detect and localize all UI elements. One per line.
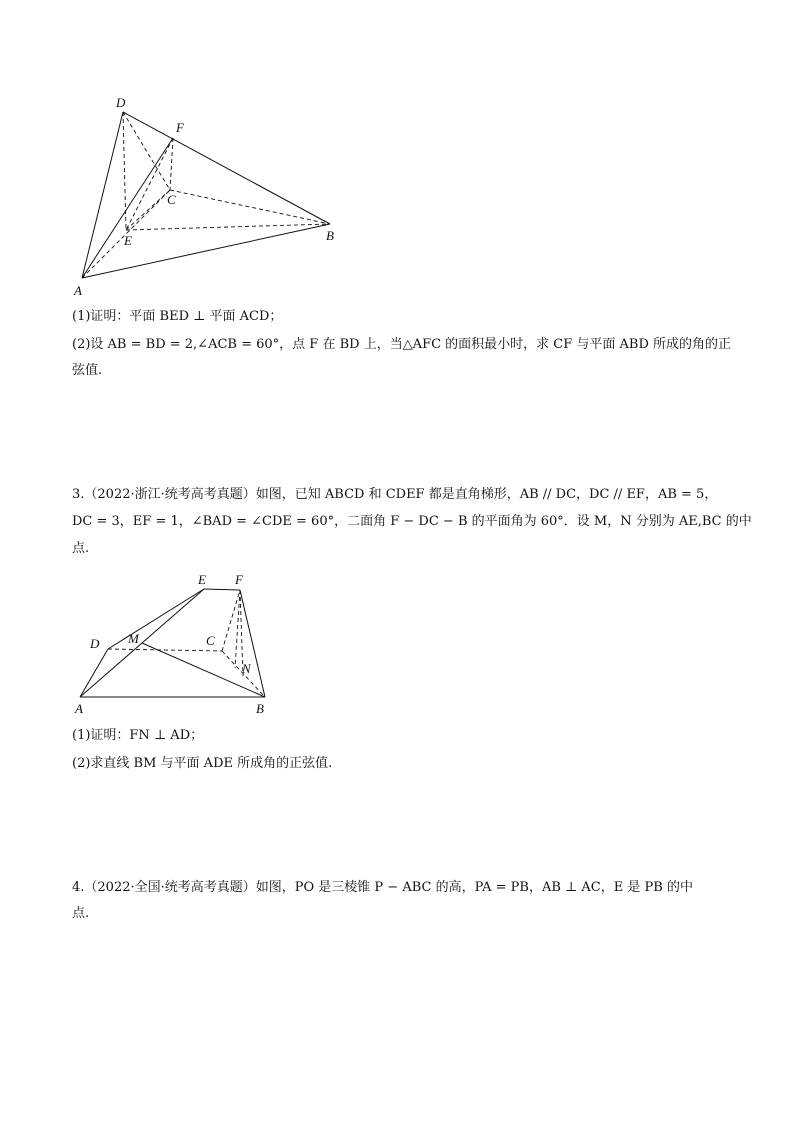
label-F: F — [235, 572, 243, 587]
label-B: B — [256, 701, 264, 716]
label-N: N — [242, 661, 251, 676]
label-D: D — [90, 636, 100, 651]
label-D: D — [116, 95, 126, 110]
problem4-line1: 4.（2022·全国·统考高考真题）如图，PO 是三棱锥 P − ABC 的高，PA = PB，AB ⊥ AC，E 是 PB 的中 — [72, 880, 693, 895]
label-A: A — [75, 701, 83, 716]
label-A: A — [74, 283, 82, 298]
label-C: C — [206, 633, 215, 648]
label-M: M — [128, 631, 139, 646]
problem2-part2-line2: 弦值. — [72, 363, 103, 378]
problem3-line3: 点. — [72, 541, 90, 556]
problem4-line2: 点. — [72, 906, 90, 921]
label-E: E — [198, 572, 206, 587]
label-F: F — [176, 120, 184, 135]
problem3-line1: 3.（2022·浙江·统考高考真题）如图，已知 ABCD 和 CDEF 都是直角梯形，AB // DC，DC // EF，AB = 5， — [72, 487, 718, 502]
label-E: E — [124, 233, 132, 248]
problem3-line2: DC = 3，EF = 1，∠BAD = ∠CDE = 60°，二面角 F − DC − B 的平面角为 60°．设 M，N 分别为 AE,BC 的中 — [72, 514, 752, 529]
tetrahedron-figure — [60, 90, 360, 310]
problem3-part1: (1)证明：FN ⊥ AD； — [72, 728, 204, 743]
problem2-part1: (1)证明：平面 BED ⊥ 平面 ACD； — [72, 309, 283, 324]
label-B: B — [326, 228, 334, 243]
label-C: C — [167, 192, 176, 207]
problem2-part2-line1: (2)设 AB = BD = 2,∠ACB = 60°，点 F 在 BD 上，当△AFC 的面积最小时，求 CF 与平面 ABD 所成的角的正 — [72, 337, 732, 352]
trapezoid-solid-figure — [60, 565, 290, 720]
problem3-part2: (2)求直线 BM 与平面 ADE 所成角的正弦值. — [72, 756, 333, 771]
